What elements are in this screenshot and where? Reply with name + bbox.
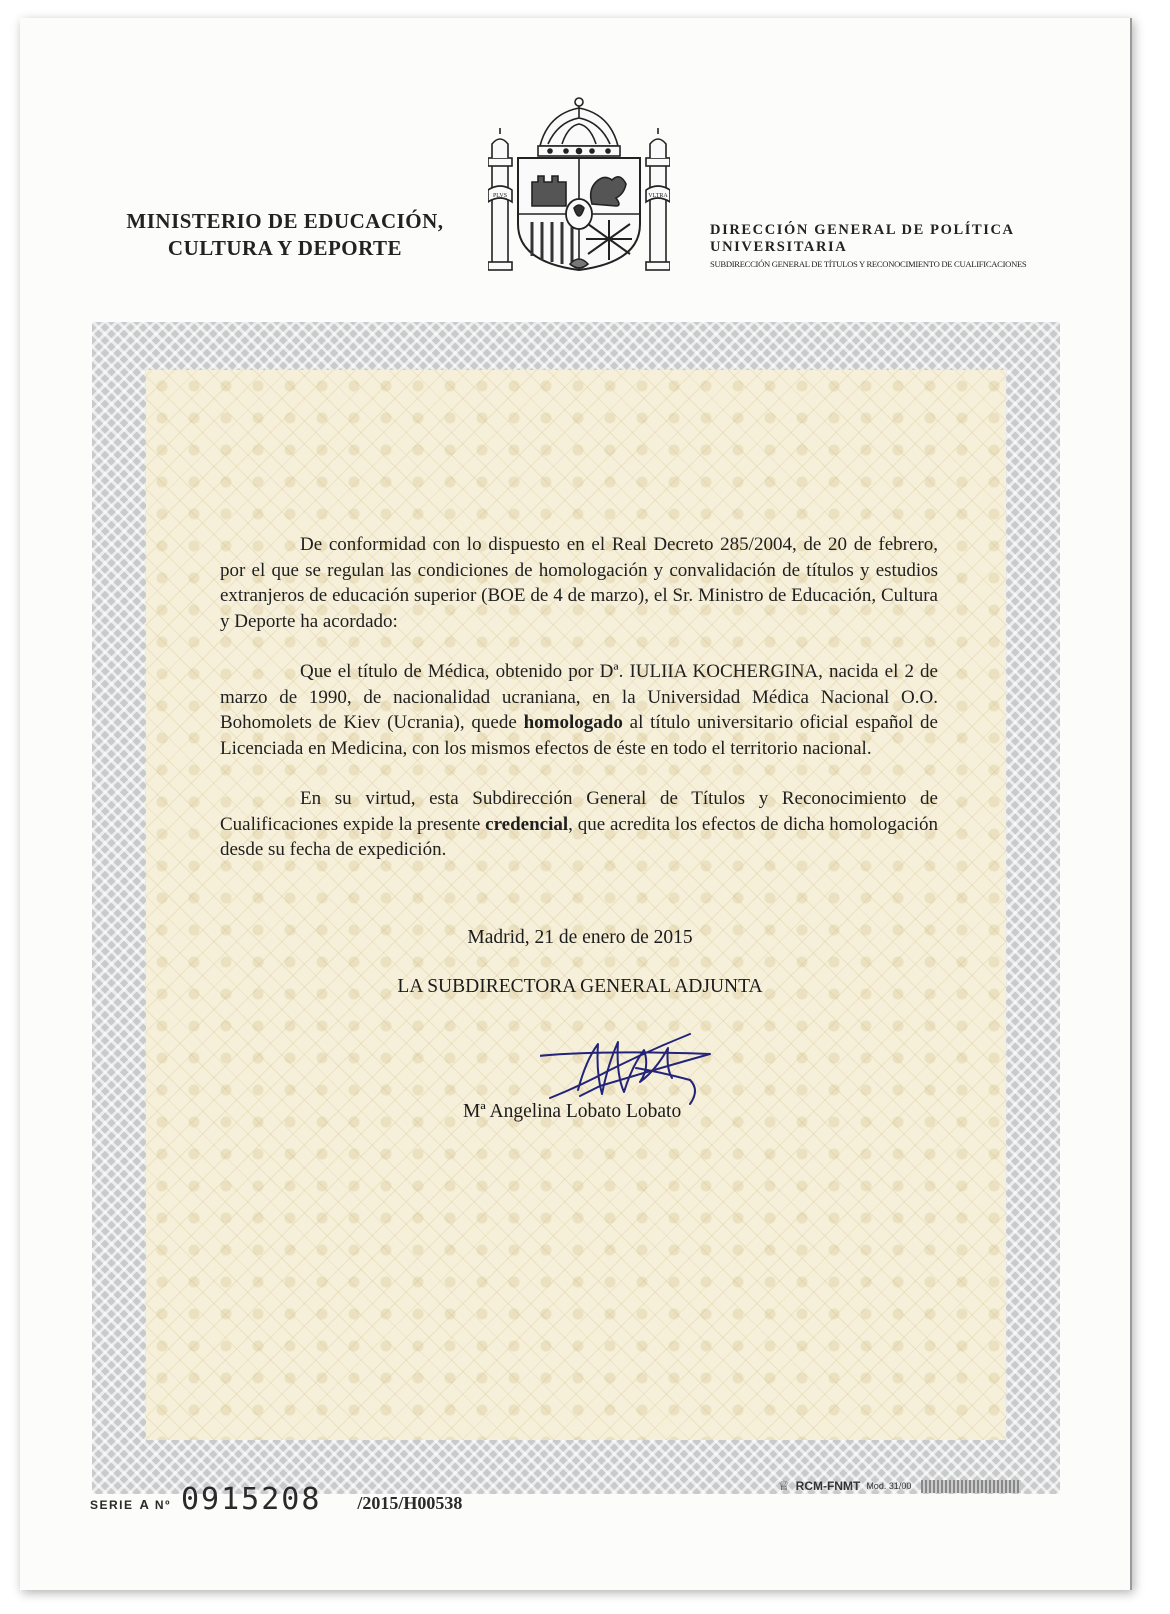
signer-name: Mª Angelina Lobato Lobato — [463, 1101, 682, 1122]
paragraph-2 — [220, 659, 938, 761]
serial-number-area — [90, 1482, 462, 1522]
crest-motto-left: PLVS — [492, 193, 508, 199]
paragraph-3 — [220, 786, 938, 863]
subdireccion-line: SUBDIRECCIÓN GENERAL DE TÍTULOS Y RECONOCIMIENTO DE CUALIFICACIONES — [710, 259, 1027, 269]
issue-date: Madrid, 21 de enero de 2015 — [467, 927, 693, 948]
reference-number: /2015/H00538 — [357, 1493, 463, 1513]
homologado-bold: homologado — [523, 712, 623, 733]
serial-number: 0915208 — [180, 1482, 322, 1517]
paragraph-1: De conformidad con lo dispuesto en el Real Decreto 285/2004, de 20 de febrero, por el que se regulan las condiciones de homologación y convalidación de títulos y estudios extranjeros de educación superior (BOE de 4 de marzo), el Sr. Ministro de Educación, Cultura y Deporte ha acordado: — [220, 534, 938, 632]
serie-letter: A — [139, 1497, 149, 1512]
ministry-line-1: MINISTERIO DE EDUCACIÓN, — [126, 209, 444, 233]
direccion-general — [710, 222, 1050, 270]
guilloche-border — [92, 322, 1060, 1494]
ministry-line-2: CULTURA Y DEPORTE — [167, 236, 403, 260]
rcm-fnmt-mark — [778, 1478, 1021, 1494]
signer-role: LA SUBDIRECTORA GENERAL ADJUNTA — [397, 976, 763, 997]
rcm-code: RCM-FNMT — [795, 1479, 861, 1493]
rcm-model: Mod. 31/00 — [866, 1481, 912, 1491]
credencial-bold: credencial — [485, 813, 569, 835]
handwritten-signature — [540, 1020, 720, 1120]
paragraph-3-start: En su virtud, esta Subdirección General de Títulos y Reconocimiento de Cualificaciones expide la presente — [220, 788, 938, 835]
security-strip — [921, 1480, 1021, 1493]
fnmt-crown-icon: ♕ — [778, 1478, 790, 1493]
coat-of-arms-icon — [488, 94, 670, 278]
serie-label: SERIE — [90, 1498, 134, 1512]
guilloche-background — [146, 370, 1006, 1440]
paragraph-2-start: Que el título de Médica, obtenido por Dª. IULIIA KOCHERGINA, nacida el 2 de marzo de 1990, de nacionalidad ucraniana, en la Universidad Médica Nacional O.O. Bohomolets de Kiev (Ucrania), quede — [220, 661, 938, 733]
crest-motto-right: VLTRA — [648, 193, 668, 199]
paragraph-2-end: al título universitario oficial español de Licenciada en Medicina, con los mismos efectos de éste en todo el territorio nacional. — [220, 712, 938, 759]
direccion-line-1: DIRECCIÓN GENERAL DE POLÍTICA — [710, 222, 1015, 238]
paragraph-3-end: , que acredita los efectos de dicha homologación desde su fecha de expedición. — [220, 813, 938, 860]
direccion-line-2: UNIVERSITARIA — [710, 239, 848, 255]
ministry-name — [110, 208, 460, 262]
serie-number-label: Nº — [154, 1498, 171, 1512]
certificate-body — [220, 532, 938, 888]
